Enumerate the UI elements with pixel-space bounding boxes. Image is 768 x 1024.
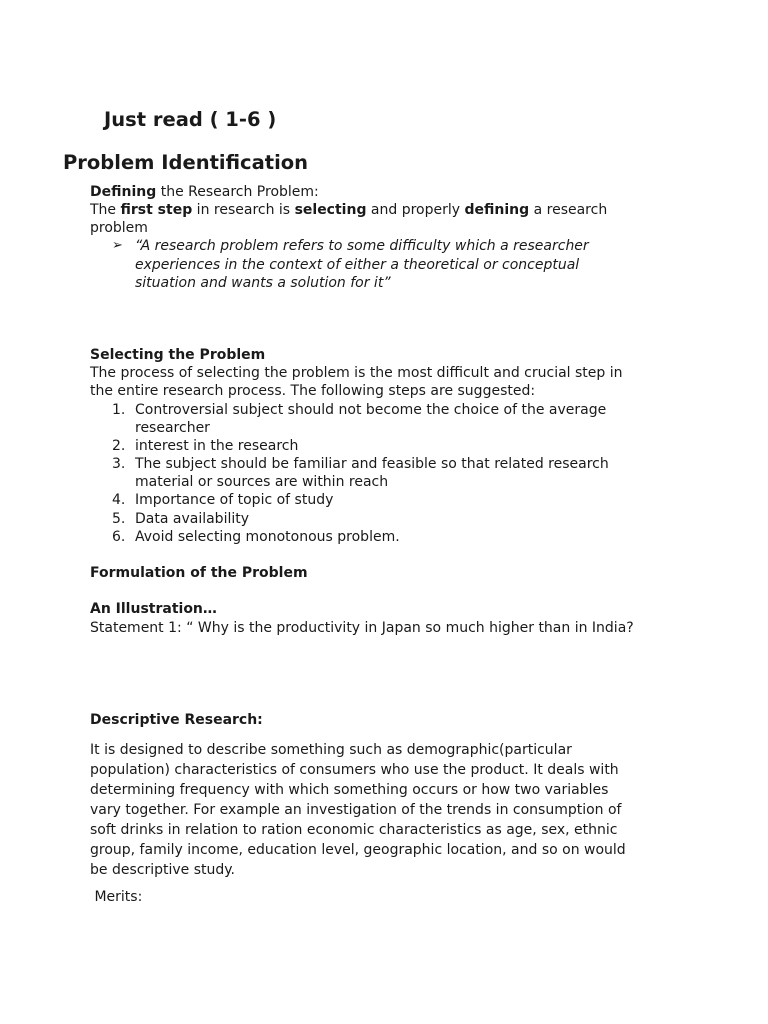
selecting-intro-1: The process of selecting the problem is the most difficult and crucial step in — [90, 365, 623, 381]
defining-heading — [90, 183, 319, 201]
list-item: interest in the research — [135, 438, 299, 454]
defining-bold: defining — [464, 202, 530, 218]
quote-line-1: “A research problem refers to some difficulty which a researcher — [135, 238, 589, 254]
selecting-intro-2: the entire research process. The following steps are suggested: — [90, 383, 536, 399]
list-item-continuation: material or sources are within reach — [135, 474, 389, 490]
illustration-heading: An Illustration… — [90, 601, 217, 617]
selecting-heading: Selecting the Problem — [90, 347, 266, 363]
text-run: a research — [529, 202, 608, 218]
descriptive-line-7: be descriptive study. — [90, 862, 235, 878]
list-item: The subject should be familiar and feasible so that related research — [135, 456, 609, 472]
list-item-number: 6. — [112, 529, 126, 545]
merits-label: Merits: — [90, 889, 143, 905]
list-item: Data availability — [135, 511, 250, 527]
descriptive-line-6: group, family income, education level, geographic location, and so on would — [90, 842, 626, 858]
selecting-bold: selecting — [294, 202, 367, 218]
list-item-number: 3. — [112, 456, 126, 472]
defining-label-rest: the Research Problem: — [156, 184, 319, 200]
first-step-line-2: problem — [90, 220, 148, 236]
descriptive-line-1: It is designed to describe something such as demographic(particular — [90, 742, 572, 758]
just-read-heading: Just read ( 1-6 ) — [104, 108, 277, 131]
list-item-continuation: researcher — [135, 420, 210, 436]
list-item-number: 4. — [112, 492, 126, 508]
descriptive-line-3: determining frequency with which something occurs or how two variables — [90, 782, 609, 798]
formulation-heading: Formulation of the Problem — [90, 565, 308, 581]
list-item-number: 5. — [112, 511, 126, 527]
statement-line: Statement 1: “ Why is the productivity in Japan so much higher than in India? — [90, 620, 634, 636]
descriptive-heading: Descriptive Research: — [90, 712, 263, 728]
list-item-number: 1. — [112, 402, 126, 418]
arrow-bullet-icon: ➢ — [112, 238, 123, 253]
first-step-bold: first step — [120, 202, 193, 218]
defining-bold-label: Defining — [90, 184, 157, 200]
page-title: Problem Identification — [63, 151, 309, 174]
text-run: and properly — [366, 202, 465, 218]
text-run: The — [90, 202, 121, 218]
list-item: Controversial subject should not become the choice of the average — [135, 402, 607, 418]
quote-line-2: experiences in the context of either a theoretical or conceptual — [135, 257, 580, 273]
descriptive-line-4: vary together. For example an investigation of the trends in consumption of — [90, 802, 622, 818]
descriptive-line-5: soft drinks in relation to ration economic characteristics as age, sex, ethnic — [90, 822, 618, 838]
list-item-number: 2. — [112, 438, 126, 454]
list-item: Avoid selecting monotonous problem. — [135, 529, 400, 545]
list-item: Importance of topic of study — [135, 492, 334, 508]
descriptive-line-2: population) characteristics of consumers who use the product. It deals with — [90, 762, 619, 778]
first-step-line — [90, 201, 607, 219]
quote-line-3: situation and wants a solution for it” — [135, 275, 391, 291]
text-run: in research is — [192, 202, 295, 218]
